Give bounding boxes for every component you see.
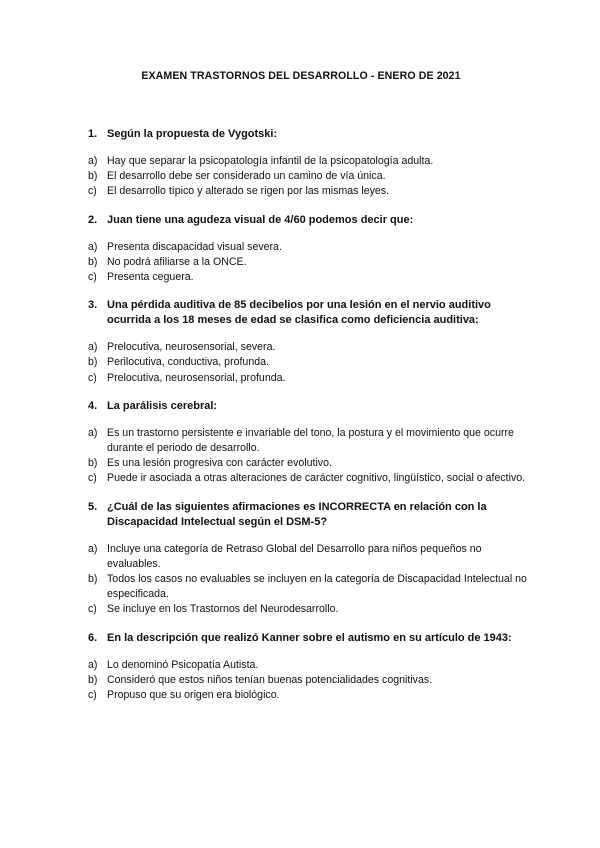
question-stem	[88, 500, 530, 530]
option-text: No podrá afiliarse a la ONCE.	[107, 255, 247, 268]
option-text: Lo denominó Psicopatía Autista.	[107, 658, 259, 671]
option-letter: c)	[88, 472, 97, 485]
question-number: 3.	[88, 299, 98, 312]
question-2	[88, 213, 530, 286]
question-number: 2.	[88, 213, 98, 226]
option-c	[88, 270, 530, 285]
option-b	[88, 673, 530, 688]
option-c	[88, 471, 530, 486]
question-text: En la descripción que realizó Kanner sobre el autismo en su artículo de 1943:	[107, 631, 512, 644]
option-text: Hay que separar la psicopatología infantil de la psicopatología adulta.	[107, 155, 434, 167]
option-text: Puede ir asociada a otras alteraciones de carácter cognitivo, lingüístico, social o afectivo.	[107, 472, 526, 485]
option-letter: b)	[88, 573, 98, 586]
option-letter: a)	[88, 240, 98, 253]
option-b	[88, 255, 530, 270]
question-stem	[88, 127, 530, 142]
question-number: 6.	[88, 631, 98, 644]
option-a	[88, 542, 530, 572]
option-list	[88, 340, 530, 386]
question-number: 1.	[88, 128, 98, 140]
option-letter: a)	[88, 155, 98, 167]
option-list	[88, 426, 530, 487]
question-text: Según la propuesta de Vygotski:	[107, 128, 278, 140]
option-text: Todos los casos no evaluables se incluyen en la categoría de Discapacidad Intelectual no especificada.	[107, 573, 527, 601]
question-stem	[88, 213, 530, 228]
option-text: Es un trastorno persistente e invariable del tono, la postura y el movimiento que ocurre durante el periodo de desarrollo.	[107, 426, 514, 455]
option-b	[88, 572, 530, 602]
option-list	[88, 240, 530, 286]
option-letter: b)	[88, 170, 98, 183]
option-c	[88, 371, 530, 386]
option-list	[88, 154, 530, 200]
option-b	[88, 355, 530, 370]
question-3	[88, 298, 530, 386]
option-text: Presenta discapacidad visual severa.	[107, 240, 282, 253]
option-text: Propuso que su origen era biológico.	[107, 689, 280, 702]
option-text: Presenta ceguera.	[107, 271, 194, 284]
option-text: Perilocutiva, conductiva, profunda.	[107, 356, 269, 369]
option-a	[88, 340, 530, 355]
option-letter: b)	[88, 255, 98, 268]
option-text: Es una lesión progresiva con carácter evolutivo.	[107, 457, 332, 470]
option-letter: a)	[88, 542, 98, 555]
option-letter: c)	[88, 371, 97, 384]
question-1	[88, 127, 530, 200]
option-letter: c)	[88, 185, 97, 198]
question-6	[88, 631, 530, 704]
option-letter: c)	[88, 689, 97, 702]
option-letter: b)	[88, 457, 98, 470]
option-a	[88, 658, 530, 673]
question-4	[88, 399, 530, 487]
option-text: Prelocutiva, neurosensorial, profunda.	[107, 371, 286, 384]
option-b	[88, 456, 530, 471]
option-a	[88, 426, 530, 456]
option-text: Se incluye en los Trastornos del Neurodesarrollo.	[107, 603, 339, 616]
question-text: Juan tiene una agudeza visual de 4/60 podemos decir que:	[107, 213, 414, 226]
question-text: Una pérdida auditiva de 85 decibelios por una lesión en el nervio auditivo ocurrida a los 18 meses de edad se clasifica como deficiencia auditiva:	[107, 299, 491, 327]
question-stem	[88, 298, 530, 328]
option-text: El desarrollo debe ser considerado un camino de vía única.	[107, 170, 386, 183]
option-c	[88, 688, 530, 703]
question-list	[88, 127, 530, 703]
option-c	[88, 184, 530, 199]
question-5	[88, 500, 530, 618]
option-letter: a)	[88, 658, 98, 671]
question-stem	[88, 399, 530, 414]
option-text: Incluye una categoría de Retraso Global del Desarrollo para niños pequeños no evaluables.	[107, 542, 482, 570]
option-text: Prelocutiva, neurosensorial, severa.	[107, 341, 276, 354]
option-a	[88, 240, 530, 255]
option-letter: c)	[88, 271, 97, 284]
option-c	[88, 602, 530, 617]
option-b	[88, 169, 530, 184]
question-text: ¿Cuál de las siguientes afirmaciones es INCORRECTA en relación con la Discapacidad Intelectual según el DSM-5?	[107, 500, 487, 528]
question-number: 4.	[88, 399, 98, 412]
option-text: El desarrollo típico y alterado se rigen por las mismas leyes.	[107, 185, 390, 198]
question-text: La parálisis cerebral:	[107, 399, 218, 412]
option-letter: b)	[88, 356, 98, 369]
option-letter: c)	[88, 603, 97, 616]
option-text: Consideró que estos niños tenían buenas potencialidades cognitivas.	[107, 673, 433, 686]
option-letter: a)	[88, 426, 98, 439]
question-number: 5.	[88, 500, 98, 513]
option-letter: b)	[88, 673, 98, 686]
option-list	[88, 658, 530, 704]
page-title: EXAMEN TRASTORNOS DEL DESARROLLO - ENERO DE 2021	[141, 70, 461, 82]
question-stem	[88, 631, 530, 646]
option-a	[88, 154, 530, 169]
option-list	[88, 542, 530, 618]
option-letter: a)	[88, 341, 98, 354]
